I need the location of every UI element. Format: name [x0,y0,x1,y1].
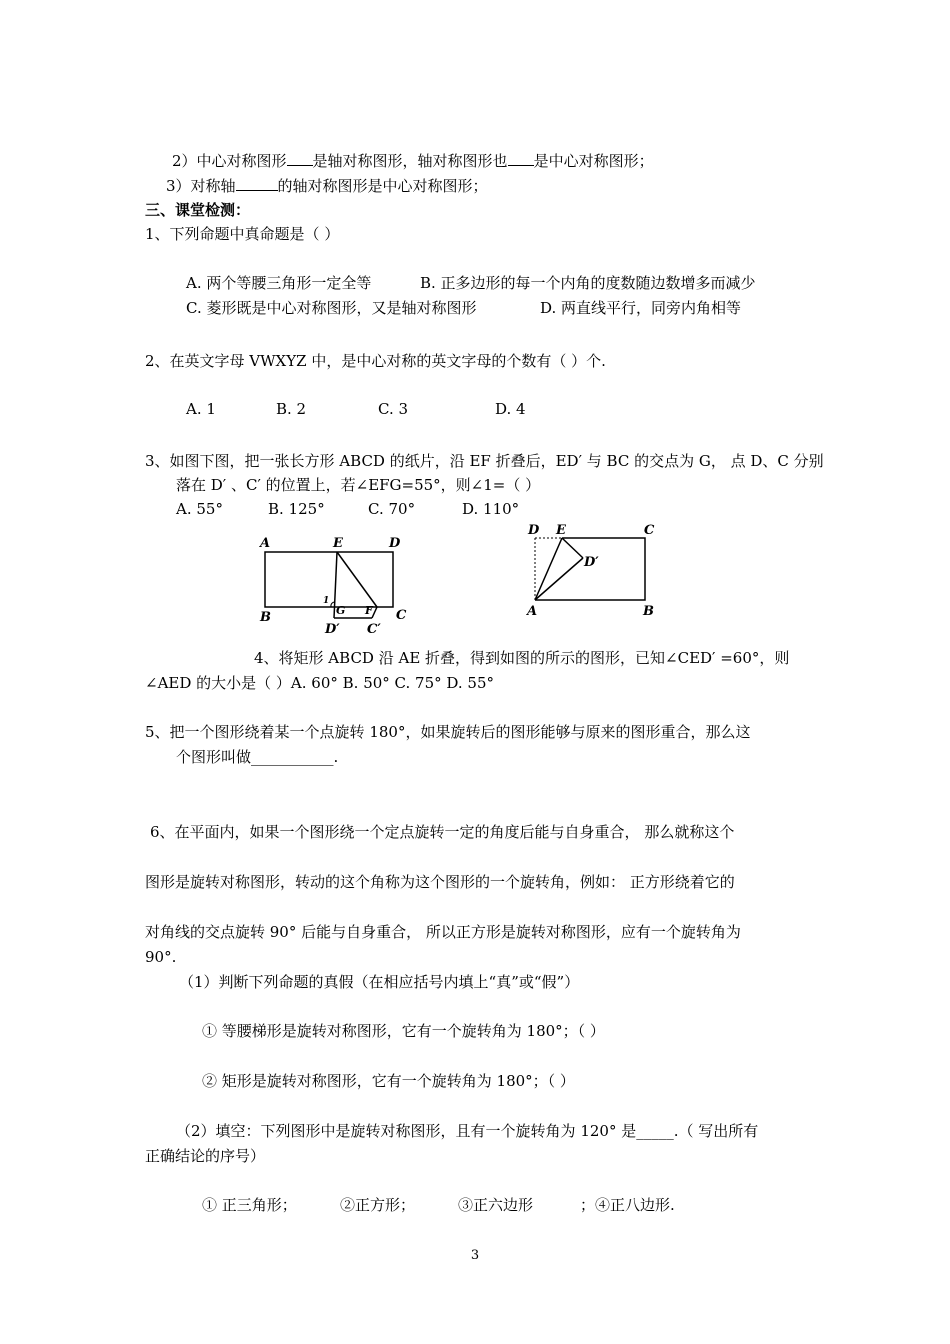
q5-line1: 5、把一个图形绕着某一个点旋转 180°，如果旋转后的图形能够与原来的图形重合，那么这 [145,723,751,741]
label-c: C [644,523,655,538]
s2-item2-text-a: 2）中心对称图形 [172,152,287,170]
q1-option-b: B. 正多边形的每一个内角的度数随边数增多而减少 [420,274,756,292]
label-d: D [528,523,540,538]
fold-line-ae [535,538,562,600]
q3-option-a: A. 55° [176,500,223,518]
label-a: A [527,604,538,619]
q6-option-4: ；④正八边形. [580,1196,675,1214]
label-b: B [260,610,271,625]
q6-option-3: ③正六边形 [458,1196,534,1214]
q3-option-d: D. 110° [462,500,520,518]
fold-line-ef [337,552,377,607]
q6-line2: 图形是旋转对称图形，转动的这个角称为这个图形的一个旋转角，例如： 正方形绕着它的 [145,873,735,891]
label-c-prime: C′ [367,622,381,637]
q6-option-2: ②正方形； [340,1196,416,1214]
figure-fold-rectangle [255,532,415,637]
label-d-prime: D′ [325,622,340,637]
q2-stem: 2、在英文字母 VWXYZ 中，是中心对称的英文字母的个数有（ ）个. [145,352,606,370]
q4-line1: 4、将矩形 ABCD 沿 AE 折叠，得到如图的所示的图形，已知∠CED′ =60°，则 [254,649,790,667]
blank[interactable] [508,151,534,166]
s2-item2-text-c: 是中心对称图形； [533,152,654,170]
q1-stem: 1、下列命题中真命题是（ ） [145,225,340,243]
q3-option-c: C. 70° [368,500,416,518]
blank[interactable] [236,176,278,191]
q2-option-b: B. 2 [276,400,307,418]
page-number: 3 [470,1248,480,1263]
label-b: B [643,604,654,619]
label-e: E [556,523,566,538]
label-f: F [365,604,373,617]
label-d: D [389,536,401,551]
blank[interactable] [287,151,313,166]
q6-line3: 对角线的交点旋转 90° 后能与自身重合， 所以正方形是旋转对称图形，应有一个旋转角为 [145,923,741,941]
q1-option-d: D. 两直线平行，同旁内角相等 [540,299,742,317]
segment-ed1 [562,538,583,558]
q5-line2: 个图形叫做___________. [176,748,339,766]
q4-line2: ∠AED 的大小是（ ）A. 60° B. 50° C. 75° D. 55° [145,674,494,692]
s2-item3 [166,176,488,196]
q6-line1: 6、在平面内，如果一个图形绕一个定点旋转一定的角度后能与自身重合， 那么就称这个 [150,823,735,841]
s2-item2 [172,151,654,171]
q3-option-b: B. 125° [268,500,325,518]
figure-fold-ae [520,518,670,623]
q2-option-d: D. 4 [495,400,526,418]
s2-item3-text-b: 的轴对称图形是中心对称图形； [277,177,488,195]
label-g: G [336,604,346,617]
q6-part2-line1: （2）填空：下列图形中是旋转对称图形，且有一个旋转角为 120° 是_____.（ 写出所有 [176,1122,759,1140]
q2-option-a: A. 1 [186,400,216,418]
q6-part2-line2: 正确结论的序号） [145,1147,266,1165]
label-c: C [396,608,407,623]
s2-item2-text-b: 是轴对称图形，轴对称图形也 [312,152,508,170]
q6-option-1: ① 正三角形； [202,1196,297,1214]
label-d-prime: D′ [584,555,599,570]
q1-option-a: A. 两个等腰三角形一定全等 [186,274,372,292]
q6-part1-item2: ② 矩形是旋转对称图形，它有一个旋转角为 180°；（ ） [202,1072,575,1090]
section-heading: 三、课堂检测： [145,201,251,219]
label-e: E [333,536,343,551]
label-angle-1: 1 [323,596,330,606]
q6-part1-item1: ① 等腰梯形是旋转对称图形，它有一个旋转角为 180°；（ ） [202,1022,605,1040]
q6-part1: （1）判断下列命题的真假（在相应括号内填上“真”或“假”） [179,973,580,991]
label-a: A [260,536,271,551]
q3-stem-line1: 3、如图下图，把一张长方形 ABCD 的纸片，沿 EF 折叠后，ED′ 与 BC 的交点为 G， 点 D、C 分别 [145,452,824,470]
q6-line4: 90°. [145,948,177,966]
segment-d1a [535,558,583,600]
s2-item3-text-a: 3）对称轴 [166,177,236,195]
q1-option-c: C. 菱形既是中心对称图形，又是轴对称图形 [186,299,477,317]
q3-stem-line2: 落在 D′ 、C′ 的位置上，若∠EFG=55°，则∠1=（ ） [176,476,541,494]
q2-option-c: C. 3 [378,400,409,418]
